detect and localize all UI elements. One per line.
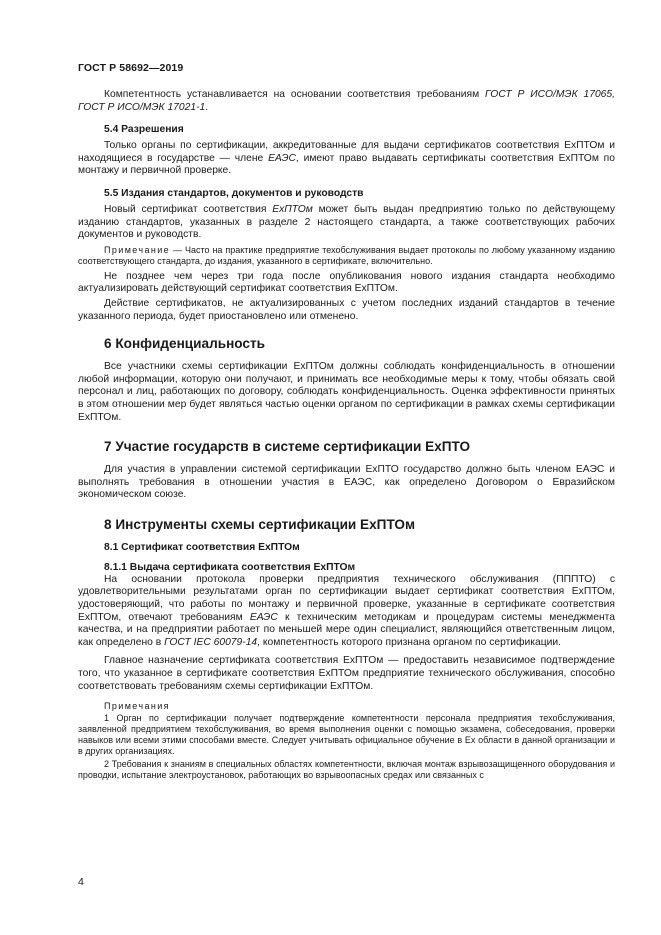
competence-paragraph: Компетентность устанавливается на основании соответствия требованиям ГОСТ Р ИСО/МЭК 17065, ГОСТ Р ИСО/МЭК 17021-1. — [78, 89, 615, 113]
section-5-5-paragraph-1: Новый сертификат соответствия ExПТОм может быть выдан предприятию только по действующему изданию стандартов, указанных в разделе 2 настоящего стандарта, а также соответствующих рабочих документов и руководств. — [78, 203, 616, 241]
document-header: ГОСТ Р 58692—2019 — [78, 62, 184, 74]
note-1: 1 Орган по сертификации получает подтверждение компетентности персонала предприятия техобслуживания, заявленной предприятием техобслуживания, во время выполнения оценки с помощью экзамена, собеседования, проверки навыков или всеми этими способами вместе. Следует учитывать официальное обучение в Ex области в данной организации и в других организациях. — [78, 713, 615, 757]
note-2: 2 Требования к знаниям в специальных областях компетентности, включая монтаж взрывозащищенного оборудования и проводки, испытание электроустановок, работающих во взрывоопасных средах или связанных с — [78, 759, 615, 781]
section-5-5-note: Примечание — Часто на практике предприятие техобслуживания выдает протоколы по любому указанному изданию соответствующего стандарта, до издания, указанного в сертификате, включительно. — [78, 244, 615, 266]
section-8-1-title: 8.1 Сертификат соответствия ExПТОм — [104, 541, 300, 553]
notes-block — [78, 701, 615, 781]
section-5-5-paragraph-2: Не позднее чем через три года после опубликования нового издания стандарта необходимо актуализировать действующий сертификат соответствия ExПТОм. — [78, 270, 615, 295]
section-5-5-title: 5.5 Издания стандартов, документов и руководств — [104, 187, 364, 199]
document-page — [78, 62, 615, 781]
section-7-paragraph: Для участия в управлении системой сертификации ExПТО государство должно быть членом ЕАЭС и выполнять требования в отношении участия в ЕАЭС, как определено Договором о Евразийском экономическом союзе. — [78, 464, 615, 501]
section-8-1-1-title: 8.1.1 Выдача сертификата соответствия ExПТОм — [104, 561, 356, 573]
section-8-title: 8 Инструменты схемы сертификации ExПТОм — [104, 516, 416, 532]
standard-reference: ГОСТ Р ИСО/МЭК 17065, ГОСТ Р ИСО/МЭК 17021-1 — [78, 89, 615, 113]
section-5-4-title: 5.4 Разрешения — [104, 124, 184, 136]
section-6-title: 6 Конфиденциальность — [104, 336, 265, 352]
section-7-title: 7 Участие государств в системе сертификации ExПТО — [104, 439, 471, 455]
section-6-paragraph: Все участники схемы сертификации ExПТОм должны соблюдать конфиденциальность в отношении любой информации, которую они получают, и принимать все необходимые меры к тому, чтобы обязать свой персонал и лиц, работающих по договору, соблюдать конфиденциальность. Оценка эффективности принятых в этом отношении мер будет являться частью оценки органом по сертификации в рамках схемы сертификации ExПТОм. — [78, 361, 615, 423]
section-8-1-1-paragraph-1: На основании протокола проверки предприятия технического обслуживания (ПППТО) с удовлетворительными результатами орган по сертификации выдает сертификат соответствия ExПТОм, удостоверяющий, что работы по монтажу и первичной проверке, указанные в сертификате соответствия ExПТОм, отвечают требованиям ЕАЭС к техническим методикам и процедурам системы менеджмента качества, и на предприятии работает по меньшей мере один специалист, являющийся ответственным лицом, как определено в ГОСТ IEC 60079-14, компетентность которого признана органом по сертификации. — [78, 573, 615, 648]
section-5-4-paragraph: Только органы по сертификации, аккредитованные для выдачи сертификатов соответствия ExПТОм и находящиеся в государстве — члене ЕАЭС, имеют право выдавать сертификаты соответствия ExПТОм по монтажу и первичной проверке. — [78, 140, 615, 177]
section-5-5-paragraph-3: Действие сертификатов, не актуализированных с учетом последних изданий стандартов в течение указанного периода, будет приостановлено или отменено. — [78, 297, 615, 322]
notes-title: Примечания — [104, 701, 170, 712]
page-number: 4 — [78, 876, 84, 888]
section-8-1-1-paragraph-2: Главное назначение сертификата соответствия ExПТОм — предоставить независимое подтверждение того, что указанное в сертификате соответствия ExПТОм предприятие технического обслуживания, способно соответствовать требованиям схемы сертификации ExПТОм. — [78, 655, 615, 692]
